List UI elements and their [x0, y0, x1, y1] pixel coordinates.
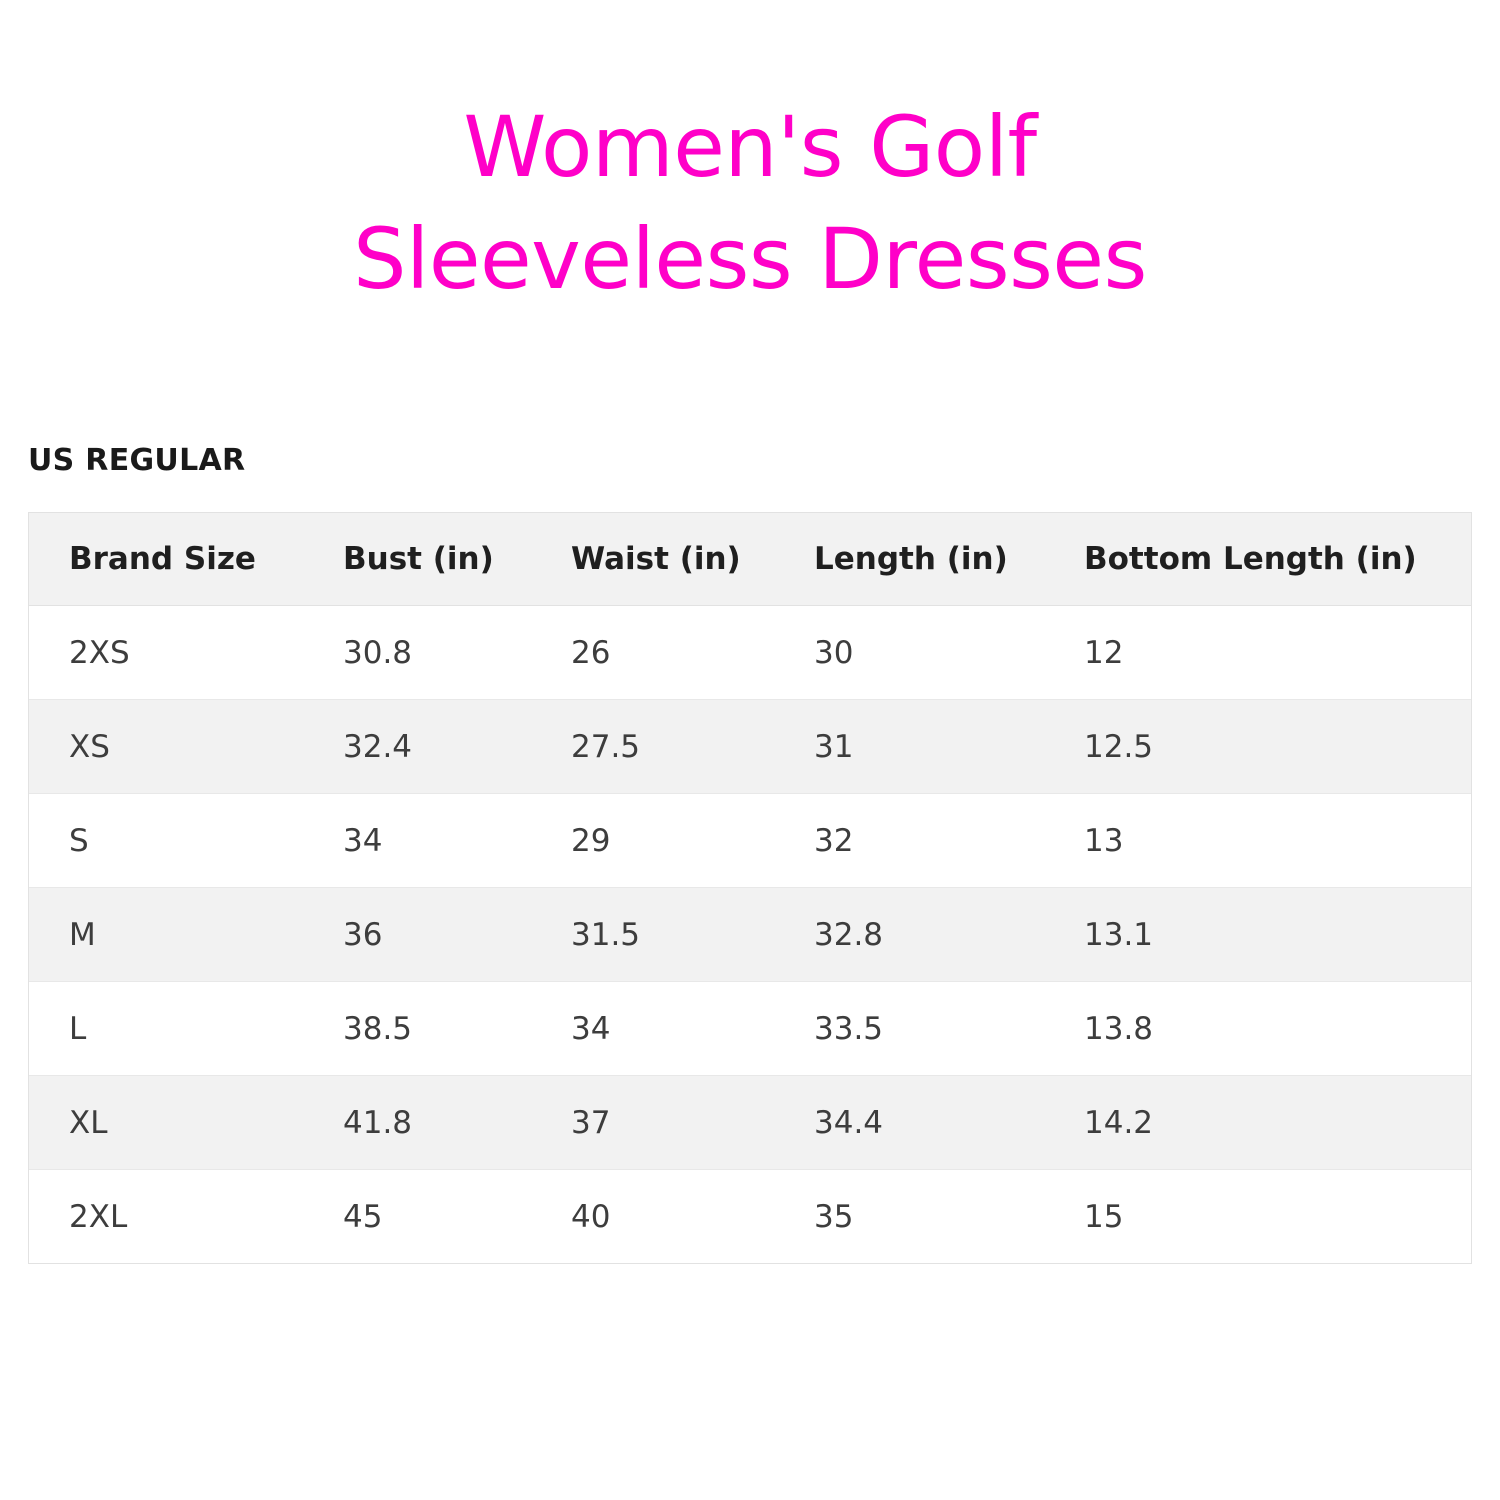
table-row: [29, 794, 1471, 888]
cell-bust: 32.4: [303, 700, 531, 794]
cell-length: 31: [774, 700, 1044, 794]
column-header-bust: Bust (in): [303, 513, 531, 606]
cell-length: 35: [774, 1170, 1044, 1264]
cell-length: 33.5: [774, 982, 1044, 1076]
cell-bottom-length: 13.1: [1044, 888, 1471, 982]
cell-length: 34.4: [774, 1076, 1044, 1170]
cell-waist: 31.5: [531, 888, 774, 982]
cell-bottom-length: 15: [1044, 1170, 1471, 1264]
cell-size: L: [29, 982, 303, 1076]
cell-waist: 34: [531, 982, 774, 1076]
cell-size: XS: [29, 700, 303, 794]
table-row: [29, 606, 1471, 700]
cell-bottom-length: 13: [1044, 794, 1471, 888]
cell-bust: 30.8: [303, 606, 531, 700]
cell-bottom-length: 13.8: [1044, 982, 1471, 1076]
cell-bottom-length: 12: [1044, 606, 1471, 700]
column-header-waist: Waist (in): [531, 513, 774, 606]
size-chart-table-wrapper: [28, 512, 1472, 1264]
section-label: US REGULAR: [28, 443, 246, 479]
cell-waist: 26: [531, 606, 774, 700]
column-header-length: Length (in): [774, 513, 1044, 606]
cell-bust: 41.8: [303, 1076, 531, 1170]
cell-bottom-length: 14.2: [1044, 1076, 1471, 1170]
cell-bust: 36: [303, 888, 531, 982]
page-title-line-1: Women's Golf: [463, 98, 1037, 196]
table-row: [29, 1170, 1471, 1264]
table-row: [29, 1076, 1471, 1170]
cell-length: 32.8: [774, 888, 1044, 982]
cell-bust: 45: [303, 1170, 531, 1264]
cell-size: 2XS: [29, 606, 303, 700]
column-header-brand-size: Brand Size: [29, 513, 303, 606]
cell-length: 32: [774, 794, 1044, 888]
cell-length: 30: [774, 606, 1044, 700]
page-title-line-2: Sleeveless Dresses: [353, 209, 1147, 308]
cell-bottom-length: 12.5: [1044, 700, 1471, 794]
table-header-row: [29, 513, 1471, 606]
cell-bust: 38.5: [303, 982, 531, 1076]
cell-size: 2XL: [29, 1170, 303, 1264]
cell-bust: 34: [303, 794, 531, 888]
size-chart-table: [29, 513, 1471, 1263]
cell-size: S: [29, 794, 303, 888]
table-row: [29, 700, 1471, 794]
table-row: [29, 982, 1471, 1076]
column-header-bottom-length: Bottom Length (in): [1044, 513, 1471, 606]
cell-size: XL: [29, 1076, 303, 1170]
table-header: [29, 513, 1471, 606]
cell-size: M: [29, 888, 303, 982]
cell-waist: 37: [531, 1076, 774, 1170]
cell-waist: 27.5: [531, 700, 774, 794]
table-body: [29, 606, 1471, 1264]
table-row: [29, 888, 1471, 982]
cell-waist: 29: [531, 794, 774, 888]
cell-waist: 40: [531, 1170, 774, 1264]
page-title: [0, 0, 1500, 315]
